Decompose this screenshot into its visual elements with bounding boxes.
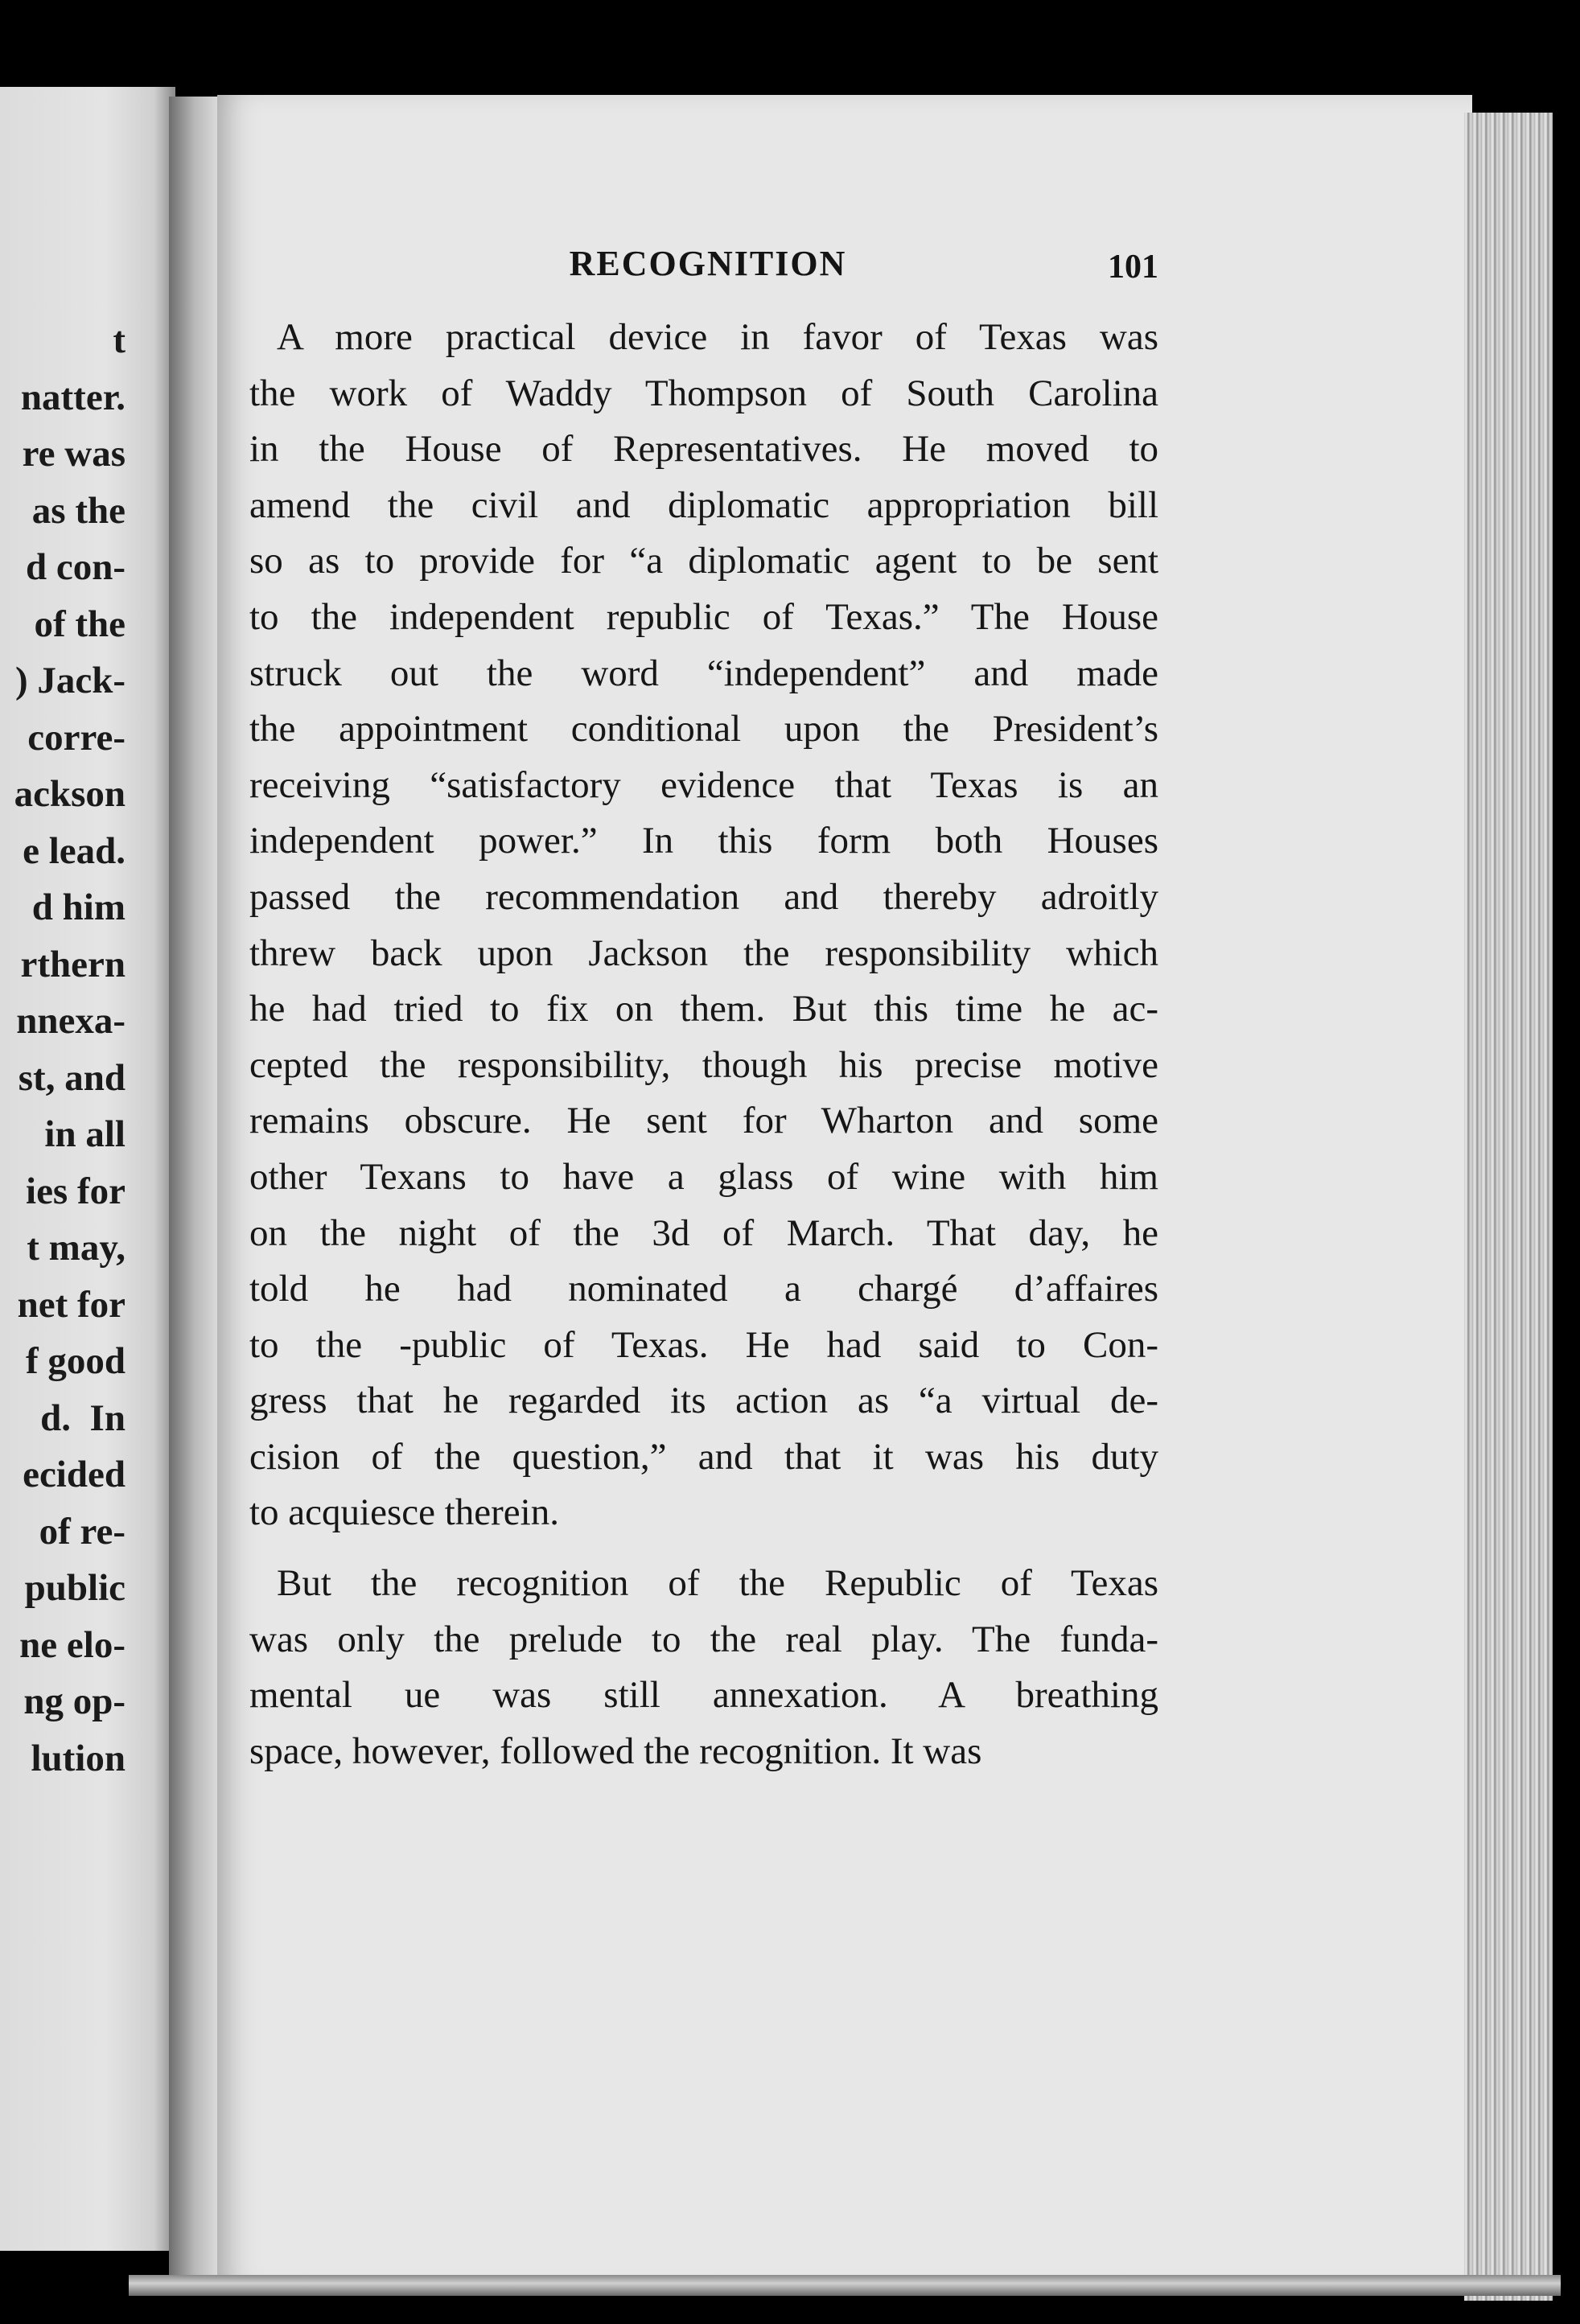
previous-page-line: ) Jack- [14, 660, 125, 701]
text-line: he had tried to fix on them. But this time he ac- [249, 988, 1158, 1030]
previous-page-line: ne elo- [19, 1623, 125, 1666]
text-line: A more practical device in favor of Texas was [277, 316, 1158, 358]
previous-page-fragment [0, 87, 175, 2251]
previous-page-line: e lead. [23, 829, 125, 872]
text-line: the appointment conditional upon the President’s [249, 708, 1158, 751]
previous-page-line: st, and [18, 1056, 125, 1099]
text-line: But the recognition of the Republic of Texas [277, 1562, 1158, 1605]
text-line: was only the prelude to the real play. The funda- [249, 1618, 1158, 1660]
previous-page-line: d. In [40, 1396, 125, 1439]
page-edges [1464, 113, 1553, 2301]
previous-page-text [0, 312, 125, 1787]
previous-page-line: d con- [25, 546, 125, 588]
previous-page-line: rthern [20, 943, 125, 985]
text-line: to the independent republic of Texas.” The House [249, 595, 1158, 638]
text-line: to acquiesce therein. [249, 1491, 559, 1534]
previous-page-line: ecided [23, 1454, 125, 1495]
running-title: RECOGNITION [569, 244, 847, 283]
text-line: passed the recommendation and thereby adroitly [249, 875, 1158, 918]
paragraph [249, 310, 1158, 1541]
previous-page-line: ackson [14, 773, 125, 815]
text-line: threw back upon Jackson the responsibility which [249, 932, 1158, 974]
previous-page-line: d him [31, 886, 125, 928]
text-line: remains obscure. He sent for Wharton and some [249, 1100, 1158, 1142]
previous-page-line: t [113, 319, 125, 361]
text-line: independent power.” In this form both Houses [249, 820, 1158, 862]
text-line: receiving “satisfactory evidence that Texas is an [249, 763, 1158, 806]
previous-page-line: ies for [26, 1170, 125, 1212]
previous-page-line: of re- [39, 1510, 125, 1553]
text-line: in the House of Representatives. He moved to [249, 428, 1158, 471]
paragraph-gap [249, 1541, 1158, 1556]
previous-page-line: nnexa- [16, 1000, 125, 1042]
text-line: on the night of the 3d of March. That day, he [249, 1211, 1158, 1254]
previous-page-line: ng op- [23, 1680, 125, 1722]
previous-page-line: corre- [27, 716, 125, 759]
text-line: so as to provide for “a diplomatic agent to be sent [249, 540, 1158, 582]
previous-page-line: in all [44, 1113, 125, 1155]
bottom-page-edge [129, 2275, 1561, 2296]
previous-page-line: t may, [27, 1227, 125, 1269]
text-line: gress that he regarded its action as “a virtual de- [249, 1380, 1158, 1422]
paragraph [249, 1556, 1158, 1779]
previous-page-line: f good [25, 1340, 125, 1382]
previous-page-line: as the [31, 489, 125, 532]
text-line: told he had nominated a chargé d’affaires [249, 1268, 1158, 1310]
text-line: cepted the responsibility, though his precise motive [249, 1043, 1158, 1086]
previous-page-line: lution [31, 1737, 125, 1779]
text-line: amend the civil and diplomatic appropriation bill [249, 483, 1158, 526]
text-line: mental ue was still annexation. A breathing [249, 1674, 1158, 1717]
previous-page-line: re was [22, 433, 125, 475]
running-head [257, 243, 1158, 291]
body-text [249, 310, 1158, 1779]
text-line: struck out the word “independent” and made [249, 652, 1158, 694]
text-line: space, however, followed the recognition. It was [249, 1730, 982, 1772]
previous-page-line: natter. [20, 376, 125, 418]
page-number: 101 [1108, 249, 1158, 286]
previous-page-line: public [24, 1567, 125, 1609]
text-line: the work of Waddy Thompson of South Carolina [249, 372, 1158, 414]
text-line: to the -public of Texas. He had said to Con- [249, 1323, 1158, 1366]
previous-page-line: of the [34, 603, 125, 645]
text-line: other Texans to have a glass of wine with him [249, 1155, 1158, 1198]
previous-page-line: net for [17, 1283, 125, 1326]
text-line: cision of the question,” and that it was his duty [249, 1435, 1158, 1478]
